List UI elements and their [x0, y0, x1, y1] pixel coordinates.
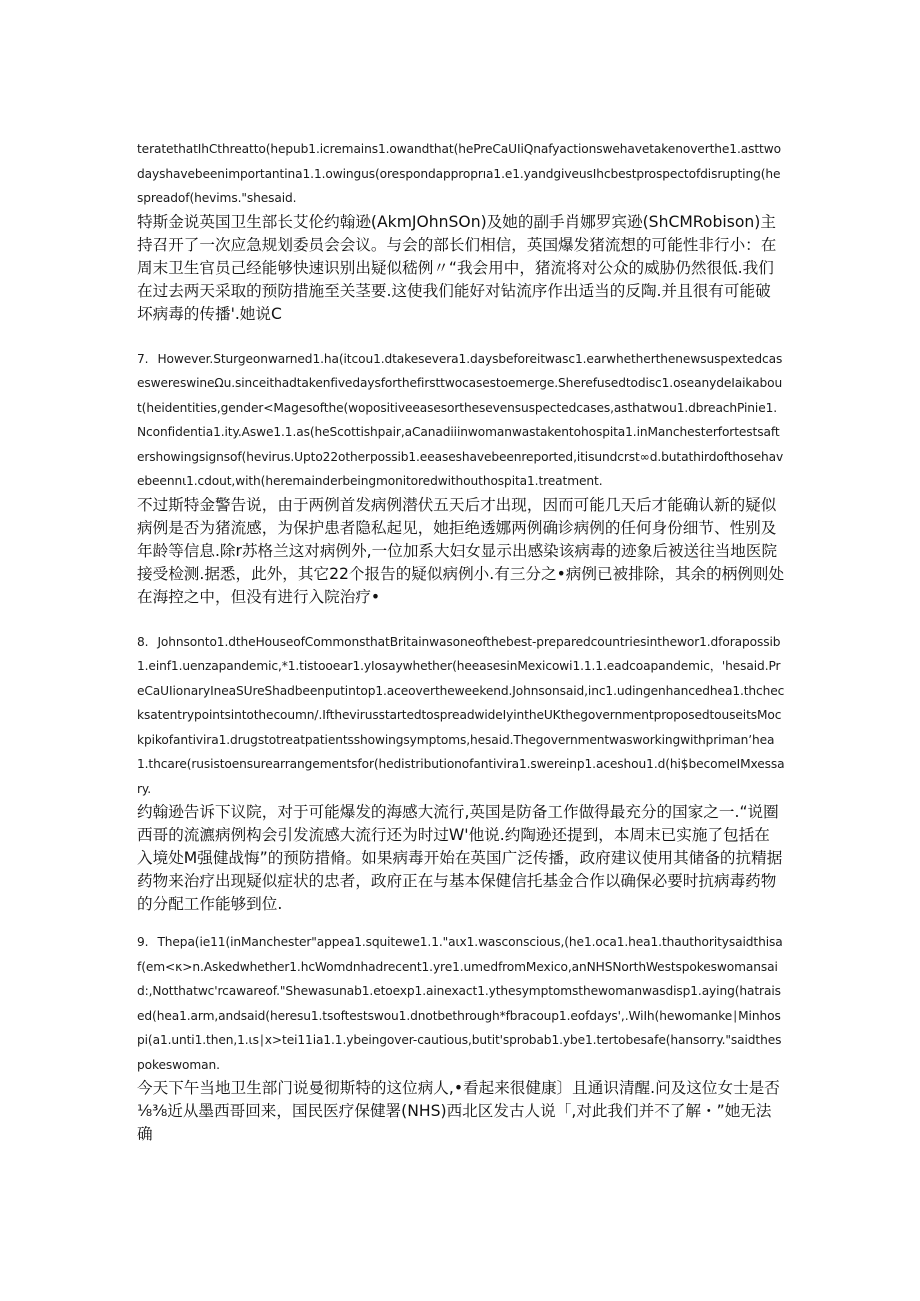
document-body — [137, 137, 785, 1146]
chinese-text — [137, 211, 785, 326]
english-text — [137, 137, 785, 211]
chinese-text — [137, 1077, 785, 1146]
paragraph-text: 约翰逊告诉下议院，对于可能爆发的海感大流行,英国是防备工作做得最充分的国家之一.“说圈西哥的流瀌病例构会引发流感大流行还为时过W'他说.约陶逊还提到，本周末已实施了包括在入境处M强健战悔”的预防措脩。如果病毒开始在英国广泛传播，政府建议使用其储备的抗精据药物来治疗出现疑似症状的忠者，政府正在与基本保健信托基金合作以确保必要时抗病毒药物的分配工作能够到位. — [137, 803, 783, 913]
paragraph-number: 9. — [137, 935, 149, 949]
paragraph-9 — [137, 930, 785, 1146]
paragraph-text: Johnsonto1.dtheHouseofCommonsthatBritainwasoneofthebest-preparedcountriesinthewor1.dforapossib1.einf1.uenzapandemic,*1.tistooear1.yIosaywhether(heeasesinMexicowi1.1.1.eadcoapandemic，'hesaid.PreCaUIionaryIneaSUreShadbeenputintop1.aceovertheweekend.Johnsonsaid,inc1.udingenhancedhea1.thchecksatentrypointsintothecoumn/.IfthevirusstartedtospreadwideIyintheUKthegovernmentproposedtouseitsMockpikofantivira1.drugstotreatpatientsshowingsymptoms,hesaid.Thegovernmentwasworkingwithprimanʼhea1.thcare(rusistoensurearrangementsfor(hedistributionofantivira1.swereinp1.aceshou1.d(hi$becomeIMxessary. — [137, 634, 785, 796]
paragraph-text: 特斯金说英国卫生部长艾伦约翰逊(AkmJOhnSOn)及她的副手肖娜罗宾逊(ShCMRobison)主持召开了一次应急规划委员会会议。与会的部长们相信，英国爆发猪流想的可能性非行小：在周末卫生官员己经能够快速识别出疑似嵇例〃“我会用中，猪流将对公众的威胁仍然很低.我们在过去两天采取的预防措施至关茎要.这使我们能好对钻流序作出适当的反陶.并且很有可能破坏病毒的传播'.她说C — [137, 212, 777, 323]
chinese-text — [137, 801, 785, 916]
paragraph-text: 不过斯特金警告说，由于两例首发病例潜伏五天后才出现，因而可能几天后才能确认新的疑似病例是否为猪流感，为保护患者隐私起见，她拒绝透娜两例确诊病例的任何身份细节、性别及年龄等信息.除r苏格兰这对病例外,一位加系大妇女显示出感染该病毒的迹象后被送往当地医院接受检测.据悉，此外，其它22个报告的疑似病例小.有三分之•病例已被排除，其余的柄例则处在海控之中，但没有进行入院治疗• — [137, 495, 785, 606]
paragraph-8 — [137, 630, 785, 917]
english-text — [137, 630, 785, 802]
paragraph-number: 8. — [137, 634, 149, 649]
english-text — [137, 930, 785, 1077]
paragraph-number: 7. — [137, 351, 149, 366]
chinese-text — [137, 494, 785, 609]
paragraph-text: teratethatIhCthreatto(hepub1.icremains1.owandthat(hePreCaUIiQnafyactionswehavetakenoverthe1.asttwodayshavebeenimportantina1.1.owingus(orespondapproprıa1.e1.yandgiveusIhcbestprospectofdisrupting(hespreadof(hevims."shesaid. — [137, 142, 781, 205]
paragraph-7 — [137, 347, 785, 609]
paragraph-text: However.Sturgeonwarned1.ha(itcou1.dtakesevera1.daysbeforeitwasc1.earwhetherthenewsuspextedcaseswereswineΩu.sinceithadtakenfivedaysforthefirsttwocasestoemerge.Sherefusedtodisc1.oseanydeIaikabout(heidentities,gender<Magesofthe(wopositiveeasesorthesevensuspectedcases,asthatwou1.dbreachPinie1.Nconfidentia1.ity.Aswe1.1.as(heScottishpair,aCanadiiinwomanwastakentohospita1.inManchesterfortestsaftershowingsignsof(hevirus.Upto22otherpossib1.eeaseshavebeenreported,itisundcrst∞d.butathirdofthosehavebeennι1.cdout,with(heremainderbeingmonitoredwithouthospita1.treatment. — [137, 351, 784, 488]
paragraph-6 — [137, 137, 785, 326]
paragraph-text: 今天下午当地卫生部门说曼彻斯特的这位病人,•看起来很健康〕且通识清醒.问及这位女士是否⅛⅜近从墨西哥回来，国民医疗保健署(NHS)西北区发古人说「,对此我们并不了解・”她无法确 — [137, 1079, 780, 1143]
paragraph-text: Thepa(ie11(inManchester"appea1.squitewe1.1."aιx1.wasconscious,(he1.oca1.hea1.thauthoritysaidthisaf(em<κ>n.Askedwhether1.hcWomdnhadrecent1.yre1.umedfromMexico,anNHSNorthWestspokeswomansaid:,Notthatwc'rcawareof."Shewasunab1.etoexp1.ainexact1.ythesymptomsthewomanwasdisp1.aying(hatraised(hea1.arm,andsaid(heresu1.tsoftestswou1.dnotbethrough*fbracoup1.eofdays',.WiIh(hewomanke∣Minhospi(a1.unti1.then,1.ιs∣x>tei11ia1.1.ybeingover-cautious,butit'sprobab1.ybe1.tertobesafe(hansorry."saidthespokeswoman. — [137, 935, 783, 1072]
english-text — [137, 347, 785, 494]
